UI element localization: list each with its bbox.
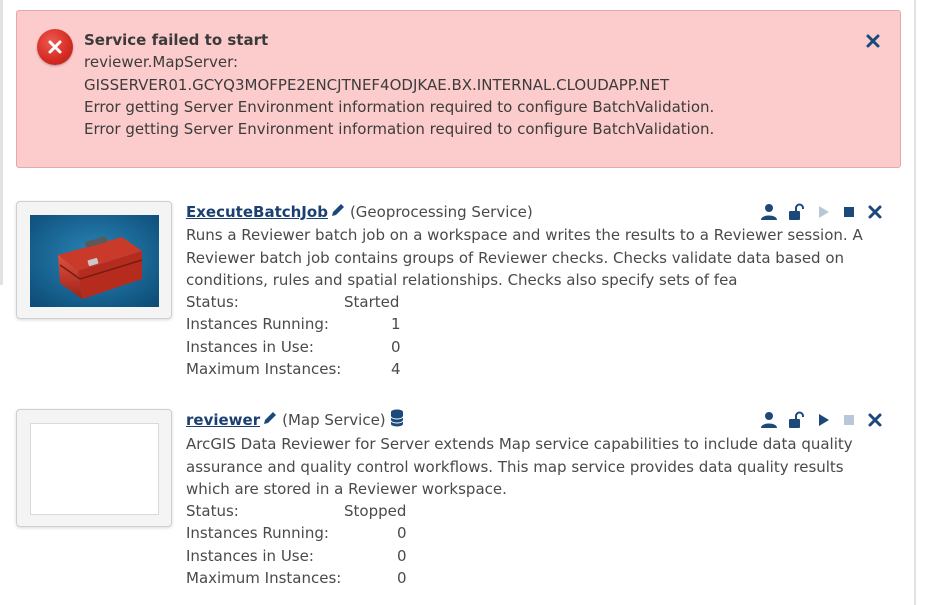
blank-thumbnail bbox=[30, 423, 159, 515]
service-info bbox=[186, 409, 886, 589]
stat-label: Instances in Use: bbox=[186, 337, 314, 356]
delete-close-icon[interactable] bbox=[866, 411, 884, 429]
stat-instances-running bbox=[186, 313, 886, 335]
stat-label: Instances Running: bbox=[186, 315, 329, 334]
error-message bbox=[84, 29, 854, 140]
service-thumbnail[interactable] bbox=[16, 201, 172, 319]
stat-status bbox=[186, 291, 886, 313]
error-x-circle-icon bbox=[37, 29, 73, 65]
permissions-user-icon[interactable] bbox=[760, 411, 778, 429]
service-name-link[interactable]: ExecuteBatchJob bbox=[186, 203, 328, 221]
stat-status bbox=[186, 500, 886, 522]
error-line: Error getting Server Environment information required to configure BatchValidation. bbox=[84, 120, 715, 139]
service-type: (Geoprocessing Service) bbox=[349, 203, 533, 221]
service-name-link[interactable]: reviewer bbox=[186, 411, 261, 429]
edit-pencil-icon[interactable] bbox=[262, 410, 278, 432]
unlock-icon[interactable] bbox=[787, 411, 805, 429]
toolbox-icon bbox=[30, 215, 159, 307]
service-card-executebatchjob bbox=[16, 201, 906, 381]
database-icon bbox=[390, 409, 404, 433]
stat-label: Maximum Instances: bbox=[186, 360, 342, 379]
service-title-line bbox=[186, 201, 886, 224]
error-banner bbox=[16, 10, 901, 168]
stat-label: Status: bbox=[186, 293, 239, 312]
error-line: GISSERVER01.GCYQ3MOFPE2ENCJTNEF4ODJKAE.BX.INTERNAL.CLOUDAPP.NET bbox=[84, 75, 670, 94]
service-card-reviewer bbox=[16, 409, 906, 599]
service-info bbox=[186, 201, 886, 380]
delete-close-icon[interactable] bbox=[866, 203, 884, 221]
instances-in-use-value: 0 bbox=[397, 546, 407, 565]
stat-maximum-instances bbox=[186, 567, 886, 589]
stat-label: Status: bbox=[186, 502, 239, 521]
status-value: Stopped bbox=[344, 502, 407, 521]
stat-label: Instances Running: bbox=[186, 524, 329, 543]
instances-running-value: 0 bbox=[397, 524, 407, 543]
right-divider bbox=[914, 0, 916, 605]
error-line: Error getting Server Environment information required to configure BatchValidation. bbox=[84, 97, 715, 116]
stop-square-icon[interactable] bbox=[840, 411, 858, 429]
error-title: Service failed to start bbox=[84, 31, 269, 49]
service-title-line bbox=[186, 409, 886, 433]
maximum-instances-value: 0 bbox=[397, 569, 407, 588]
instances-running-value: 1 bbox=[391, 315, 401, 334]
stat-instances-in-use bbox=[186, 545, 886, 567]
unlock-icon[interactable] bbox=[787, 203, 805, 221]
stop-square-icon[interactable] bbox=[840, 203, 858, 221]
permissions-user-icon[interactable] bbox=[760, 203, 778, 221]
error-line: reviewer.MapServer: bbox=[84, 53, 239, 72]
start-play-icon[interactable] bbox=[814, 203, 832, 221]
stat-label: Instances in Use: bbox=[186, 546, 314, 565]
status-value: Started bbox=[344, 293, 400, 312]
dismiss-error-close-icon[interactable] bbox=[863, 31, 883, 51]
service-type: (Map Service) bbox=[282, 411, 386, 429]
stat-label: Maximum Instances: bbox=[186, 569, 342, 588]
start-play-icon[interactable] bbox=[814, 411, 832, 429]
stat-instances-running bbox=[186, 522, 886, 544]
left-divider bbox=[0, 0, 3, 285]
stat-maximum-instances bbox=[186, 358, 886, 380]
maximum-instances-value: 4 bbox=[391, 360, 401, 379]
edit-pencil-icon[interactable] bbox=[330, 202, 346, 224]
stat-instances-in-use bbox=[186, 336, 886, 358]
service-thumbnail[interactable] bbox=[16, 409, 172, 527]
service-description: ArcGIS Data Reviewer for Server extends Map service capabilities to include data quality assurance and quality control workflows. This map service provides data quality results which are stored in a Reviewer workspace. bbox=[186, 435, 853, 498]
service-description: Runs a Reviewer batch job on a workspace and writes the results to a Reviewer session. A Reviewer batch job contains groups of Reviewer checks. Checks validate data based on conditions, rules and spatial relationships. Checks also specify sets of fea bbox=[186, 226, 863, 289]
instances-in-use-value: 0 bbox=[391, 337, 401, 356]
